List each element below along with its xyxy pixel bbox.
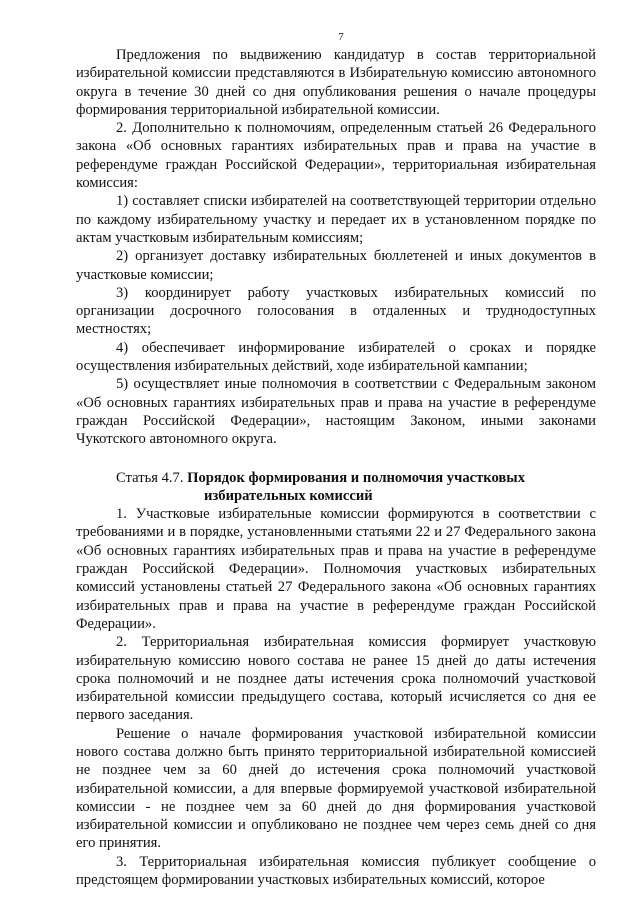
list-item-voter-information: 4) обеспечивает информирование избирателей о сроках и порядке осуществления избирательных действий, ходе избирательной кампании;	[76, 339, 596, 375]
article-title-line2: избирательных комиссий	[204, 487, 373, 504]
list-item-ballot-delivery: 2) организует доставку избирательных бюллетеней и иных документов в участковые комиссии;	[76, 248, 596, 283]
page-number: 7	[338, 31, 344, 43]
article-heading	[76, 469, 596, 506]
bottom-section	[76, 505, 596, 889]
article-number: Статья 4.7.	[116, 469, 188, 486]
article-title-line1: Порядок формирования и полномочия участковых	[187, 469, 525, 486]
document-page	[76, 30, 596, 889]
list-item-voter-lists: 1) составляет списки избирателей на соответствующей территории отдельно по каждому избирательному участку и передает их в установленном порядке по актам участковым избирательным комиссиям;	[76, 193, 596, 246]
paragraph-nominations: Предложения по выдвижению кандидатур в состав территориальной избирательной комиссии представляются в Избирательную комиссию автономного округа в течение 30 дней со дня опубликования решения о начале процедуры формирования территориальной избирательной комиссии.	[76, 47, 596, 118]
paragraph-additional-powers: 2. Дополнительно к полномочиям, определенным статьей 26 Федерального закона «Об основных гарантиях избирательных прав и права на участие в референдуме граждан Российской Федерации», территориальная избирательная комиссия:	[76, 120, 596, 192]
paragraph-publication-notice: 3. Территориальная избирательная комиссия публикует сообщение о предстоящем формировании участковых избирательных комиссий, которое	[76, 853, 596, 889]
list-item-other-powers: 5) осуществляет иные полномочия в соответствии с Федеральным законом «Об основных гарантиях избирательных прав и права на участие в референдуме граждан Российской Федерации», настоящим Законом, иными законами Чукотского автономного округа.	[76, 376, 596, 448]
list-item-early-voting: 3) координирует работу участковых избирательных комиссий по организации досрочного голосования в отдаленных и труднодоступных местностях;	[76, 284, 596, 338]
paragraph-new-composition: 2. Территориальная избирательная комиссия формирует участковую избирательную комиссию нового состава не ранее 15 дней до даты истечения срока полномочий и не позднее даты истечения срока полномочий участковой избирательной комиссии предыдущего состава, который исчисляется со дня ее первого заседания.	[76, 634, 596, 724]
paragraph-formation-decision: Решение о начале формирования участковой избирательной комиссии нового состава должно быть принято территориальной избирательной комиссией не позднее чем за 60 дней до истечения срока полномочий участковой избирательной комиссии, а для впервые формируемой участковой избирательной комиссии - не позднее чем за 60 дней до дня формирования участковой избирательной комиссии и опубликовано не позднее чем через семь дней со дня его принятия.	[76, 725, 596, 852]
top-section	[76, 46, 596, 449]
paragraph-formation-requirements: 1. Участковые избирательные комиссии формируются в соответствии с требованиями и в порядке, установленными статьями 22 и 27 Федерального закона «Об основных гарантиях избирательных прав и права на участие в референдуме граждан Российской Федерации». Полномочия участковых избирательных комиссий установлены статьей 27 Федерального закона «Об основных гарантиях избирательных прав и права на участие в референдуме граждан Российской Федерации».	[76, 506, 596, 632]
